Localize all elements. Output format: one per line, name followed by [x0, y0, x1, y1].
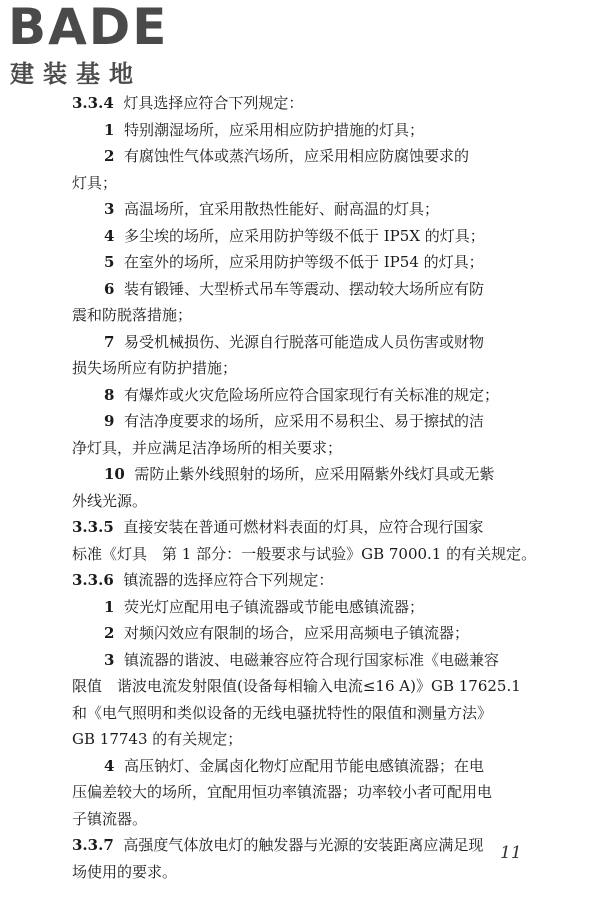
- clause-text: 灯具选择应符合下列规定：: [123, 94, 304, 112]
- clause-number: 3: [104, 200, 115, 218]
- list-item: [72, 594, 550, 621]
- text-line: [72, 594, 550, 621]
- clause-text: 限值 谐波电流发射限值(设备每相输入电流≤16 A)》GB 17625.1: [72, 677, 521, 695]
- list-item: [72, 647, 550, 753]
- clause-number: 2: [104, 624, 115, 642]
- clause: [72, 567, 550, 594]
- clause-text: 有腐蚀性气体或蒸汽场所，应采用相应防腐蚀要求的: [123, 147, 469, 165]
- clause-text: 子镇流器。: [72, 809, 148, 828]
- text-line: [72, 779, 550, 806]
- clause-text: 高温场所，宜采用散热性能好、耐高温的灯具；: [123, 200, 439, 218]
- text-line: [72, 461, 550, 488]
- clause-number: 10: [104, 465, 125, 483]
- clause-number: 4: [104, 756, 115, 775]
- clause-text: 特别潮湿场所，应采用相应防护措施的灯具；: [123, 120, 424, 139]
- text-line: [72, 567, 550, 594]
- text-line: [72, 90, 550, 117]
- clause-text: 需防止紫外线照射的场所，应采用隔紫外线灯具或无紫: [134, 465, 495, 483]
- clause-text: 镇流器的选择应符合下列规定：: [123, 571, 334, 589]
- text-line: [72, 753, 550, 780]
- list-item: [72, 382, 550, 409]
- clause-number: 9: [104, 412, 115, 430]
- clause-text: 外线光源。: [72, 491, 148, 510]
- logo-subtitle: 建装基地: [10, 60, 142, 88]
- clause-text: 直接安装在普通可燃材料表面的灯具，应符合现行国家: [123, 518, 484, 536]
- text-line: [72, 329, 550, 356]
- clause-number: 2: [104, 147, 115, 165]
- logo-brand: BADE: [8, 0, 169, 56]
- clause-text: 镇流器的谐波、电磁兼容应符合现行国家标准《电磁兼容: [123, 650, 499, 669]
- text-line: [72, 832, 550, 859]
- list-item: [72, 276, 550, 329]
- list-item: [72, 753, 550, 833]
- text-line: [72, 302, 550, 329]
- text-line: [72, 355, 550, 382]
- text-line: [72, 435, 550, 462]
- clause-text: 在室外的场所，应采用防护等级不低于 IP54 的灯具；: [123, 253, 484, 271]
- clause-number: 8: [104, 385, 115, 404]
- clause-text: 和《电气照明和类似设备的无线电骚扰特性的限值和测量方法》: [72, 703, 493, 722]
- page-number: 11: [500, 843, 522, 863]
- clause-number: 6: [104, 279, 115, 298]
- text-line: [72, 620, 550, 647]
- clause-text: 多尘埃的场所，应采用防护等级不低于 IP5X 的灯具；: [123, 226, 485, 245]
- list-item: [72, 143, 550, 196]
- clause-text: 损失场所应有防护措施；: [72, 359, 238, 377]
- clause-number: 3.3.4: [72, 94, 114, 112]
- list-item: [72, 329, 550, 382]
- text-line: [72, 143, 550, 170]
- clause-number: 3.3.6: [72, 571, 114, 589]
- text-line: [72, 488, 550, 515]
- clause-text: 荧光灯应配用电子镇流器或节能电感镇流器；: [123, 597, 424, 616]
- list-item: [72, 620, 550, 647]
- clause-text: 高强度气体放电灯的触发器与光源的安装距离应满足现: [123, 836, 484, 854]
- clause-text: 震和防脱落措施；: [72, 306, 193, 324]
- text-line: [72, 196, 550, 223]
- text-line: [72, 673, 550, 700]
- clause-text: 装有锻锤、大型桥式吊车等震动、摆动较大场所应有防: [123, 279, 484, 298]
- clause-number: 5: [104, 253, 115, 271]
- clause-text: 压偏差较大的场所，宜配用恒功率镇流器；功率较小者可配用电: [72, 783, 493, 801]
- list-item: [72, 461, 550, 514]
- list-item: [72, 249, 550, 276]
- clause-text: 灯具；: [72, 173, 118, 192]
- clause-number: 1: [104, 120, 115, 139]
- clause-number: 1: [104, 597, 115, 616]
- text-line: [72, 806, 550, 833]
- clause-text: 有爆炸或火灾危险场所应符合国家现行有关标准的规定；: [123, 385, 499, 404]
- text-line: [72, 276, 550, 303]
- list-item: [72, 408, 550, 461]
- list-item: [72, 223, 550, 250]
- document-body: [72, 90, 550, 885]
- clause: [72, 90, 550, 117]
- clause: [72, 832, 550, 885]
- clause: [72, 514, 550, 567]
- bade-logo: [8, 0, 178, 88]
- list-item: [72, 117, 550, 144]
- text-line: [72, 117, 550, 144]
- clause-number: 4: [104, 226, 115, 245]
- text-line: [72, 223, 550, 250]
- clause-text: 净灯具，并应满足洁净场所的相关要求；: [72, 438, 343, 457]
- clause-number: 7: [104, 332, 115, 351]
- clause-number: 3.3.5: [72, 518, 114, 536]
- text-line: [72, 382, 550, 409]
- text-line: [72, 859, 550, 886]
- text-line: [72, 514, 550, 541]
- clause-text: 有洁净度要求的场所，应采用不易积尘、易于擦拭的洁: [123, 412, 484, 430]
- text-line: [72, 647, 550, 674]
- text-line: [72, 249, 550, 276]
- text-line: [72, 700, 550, 727]
- text-line: [72, 726, 550, 753]
- clause-text: 对频闪效应有限制的场合，应采用高频电子镇流器；: [123, 624, 469, 642]
- clause-number: 3: [104, 650, 115, 669]
- text-line: [72, 170, 550, 197]
- clause-number: 3.3.7: [72, 836, 114, 854]
- clause-text: 易受机械损伤、光源自行脱落可能造成人员伤害或财物: [123, 332, 484, 351]
- list-item: [72, 196, 550, 223]
- clause-text: 场使用的要求。: [72, 862, 178, 881]
- text-line: [72, 541, 550, 568]
- clause-text: GB 17743 的有关规定；: [72, 730, 243, 748]
- text-line: [72, 408, 550, 435]
- clause-text: 高压钠灯、金属卤化物灯应配用节能电感镇流器；在电: [123, 756, 484, 775]
- clause-text: 标准《灯具 第 1 部分：一般要求与试验》GB 7000.1 的有关规定。: [72, 544, 537, 563]
